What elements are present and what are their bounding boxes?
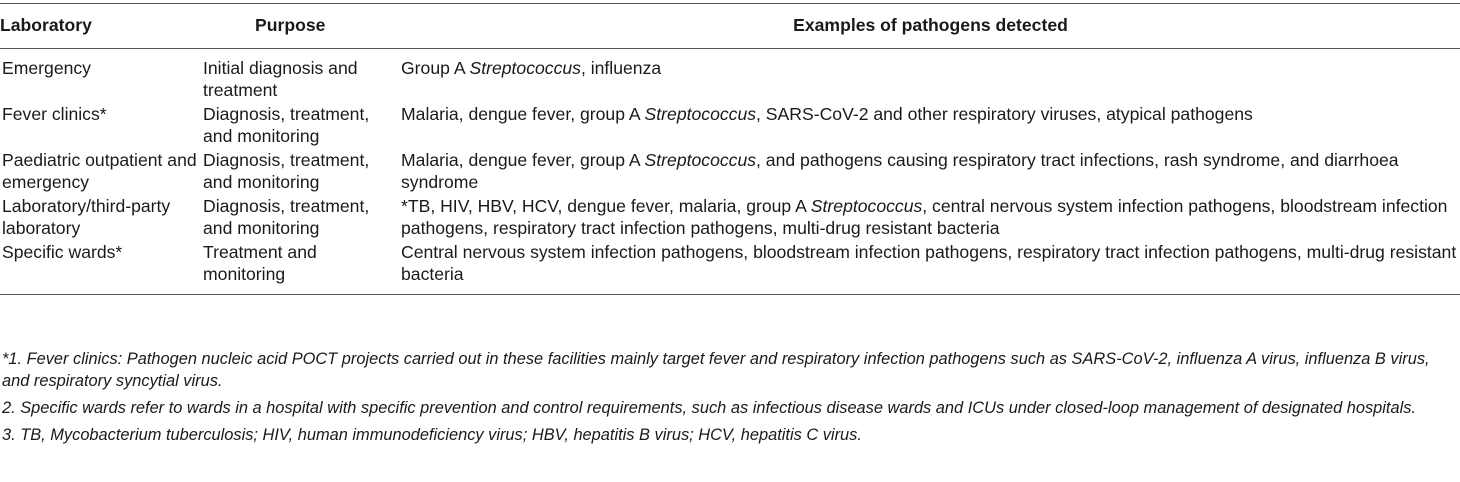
examples-italic: Streptococcus: [469, 58, 581, 78]
cell-purpose: Diagnosis, treatment, and monitoring: [203, 150, 370, 192]
examples-italic: Streptococcus: [644, 104, 757, 124]
table-row: [0, 241, 1460, 295]
cell-laboratory: Specific wards*: [2, 242, 123, 262]
footnote: *1. Fever clinics: Pathogen nucleic acid POCT projects carried out in these facilities mainly target fever and respiratory infection pathogens such as SARS-CoV-2, influenza A virus, influenza B virus, and respiratory syncytial virus.: [2, 350, 1430, 390]
footnote: 3. TB, Mycobacterium tuberculosis; HIV, human immunodeficiency virus; HBV, hepatitis B virus; HCV, hepatitis C virus.: [2, 426, 862, 444]
header-purpose: Purpose: [203, 4, 401, 49]
examples-text: , SARS-CoV-2 and other respiratory viruses, atypical pathogens: [756, 104, 1253, 124]
cell-examples: [401, 195, 1460, 241]
cell-laboratory: Paediatric outpatient and emergency: [2, 150, 197, 192]
header-laboratory: Laboratory: [0, 4, 203, 49]
cell-examples: [401, 49, 1460, 104]
cell-laboratory: Laboratory/third-party laboratory: [2, 196, 171, 238]
table-body: [0, 49, 1460, 295]
cell-examples: [401, 241, 1460, 295]
examples-text: Group A: [401, 58, 470, 78]
table-row: [0, 49, 1460, 104]
cell-examples: [401, 149, 1460, 195]
examples-italic: Streptococcus: [810, 196, 923, 216]
examples-text: Central nervous system infection pathogens, bloodstream infection pathogens, respiratory tract infection pathogens, multi-drug resistant bacteria: [401, 242, 1457, 284]
examples-text: Malaria, dengue fever, group A: [401, 104, 645, 124]
footnote: 2. Specific wards refer to wards in a hospital with specific prevention and control requirements, such as infectious disease wards and ICUs under closed-loop management of designated hospitals.: [2, 399, 1416, 417]
table-row: [0, 195, 1460, 241]
cell-purpose: Initial diagnosis and treatment: [203, 58, 358, 100]
cell-laboratory: Emergency: [2, 58, 91, 78]
cell-purpose: Diagnosis, treatment, and monitoring: [203, 104, 370, 146]
cell-laboratory: Fever clinics*: [2, 104, 107, 124]
table-row: [0, 149, 1460, 195]
examples-italic: Streptococcus: [644, 150, 757, 170]
examples-text: Malaria, dengue fever, group A: [401, 150, 645, 170]
pathogen-table: [0, 3, 1460, 295]
header-examples: Examples of pathogens detected: [401, 4, 1460, 49]
examples-text: *TB, HIV, HBV, HCV, dengue fever, malaria, group A: [401, 196, 811, 216]
cell-examples: [401, 103, 1460, 149]
examples-text: , influenza: [580, 58, 662, 78]
cell-purpose: Diagnosis, treatment, and monitoring: [203, 196, 370, 238]
table-header: [0, 4, 1460, 49]
cell-purpose: Treatment and monitoring: [203, 242, 317, 284]
table-footnotes: [2, 348, 1458, 451]
examples-text: , central nervous system infection pathogens, bloodstream infection pathogens, respiratory tract infection pathogens, multi-drug resistant bacteria: [401, 196, 1448, 238]
header-row: [0, 4, 1460, 49]
table-row: [0, 103, 1460, 149]
examples-text: , and pathogens causing respiratory tract infections, rash syndrome, and diarrhoea syndrome: [401, 150, 1399, 192]
